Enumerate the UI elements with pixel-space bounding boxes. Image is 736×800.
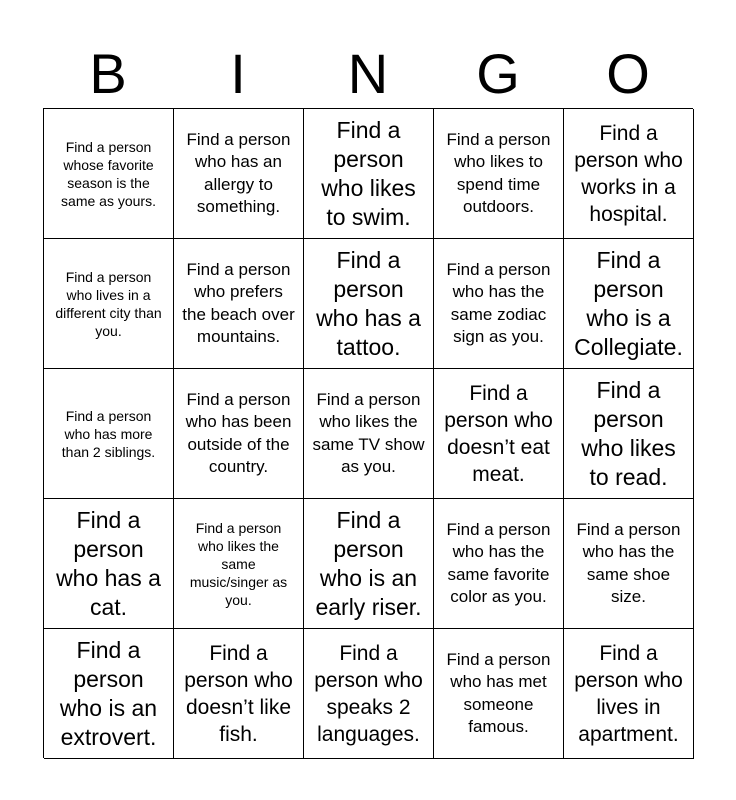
cell-text: Find a person who has the same favorite color as you. <box>446 519 551 606</box>
cell-text: Find a person who has met someone famous. <box>446 649 551 736</box>
bingo-cell-r4-c2[interactable] <box>174 499 304 629</box>
header-letter-g: G <box>476 42 520 105</box>
cell-text: Find a person who likes to read. <box>581 376 676 490</box>
bingo-cell-r2-c3[interactable] <box>304 239 434 369</box>
cell-text: Find a person whose favorite season is the same as yours. <box>61 138 156 209</box>
header-letter-i: I <box>230 42 246 105</box>
bingo-cell-r1-c3[interactable] <box>304 109 434 239</box>
header-letter-o: O <box>606 42 650 105</box>
bingo-cell-r4-c1[interactable] <box>44 499 174 629</box>
cell-text: Find a person who is a Collegiate. <box>574 246 683 360</box>
bingo-cell-r3-c3[interactable] <box>304 369 434 499</box>
bingo-cell-r2-c5[interactable] <box>564 239 694 369</box>
bingo-cell-r4-c3[interactable] <box>304 499 434 629</box>
cell-text: Find a person who likes the same TV show as you. <box>312 389 425 476</box>
bingo-cell-r1-c4[interactable] <box>434 109 564 239</box>
bingo-cell-r5-c1[interactable] <box>44 629 174 759</box>
bingo-cell-r2-c1[interactable] <box>44 239 174 369</box>
bingo-cell-r4-c5[interactable] <box>564 499 694 629</box>
cell-text: Find a person who has an allergy to something. <box>186 129 291 216</box>
header-letter-b: B <box>89 42 127 105</box>
bingo-cell-r4-c4[interactable] <box>434 499 564 629</box>
bingo-board <box>43 108 693 758</box>
bingo-cell-r1-c1[interactable] <box>44 109 174 239</box>
cell-text: Find a person who is an extrovert. <box>59 636 158 750</box>
cell-text: Find a person who has a cat. <box>56 506 161 620</box>
bingo-cell-r5-c5[interactable] <box>564 629 694 759</box>
header-letter-n: N <box>347 42 389 105</box>
cell-text: Find a person who has more than 2 siblings. <box>61 407 156 460</box>
cell-text: Find a person who is an early riser. <box>315 506 422 620</box>
cell-text: Find a person who likes the same music/singer as you. <box>189 519 288 608</box>
bingo-cell-r1-c5[interactable] <box>564 109 694 239</box>
bingo-cell-r2-c4[interactable] <box>434 239 564 369</box>
bingo-cell-r5-c3[interactable] <box>304 629 434 759</box>
bingo-cell-r3-c1[interactable] <box>44 369 174 499</box>
cell-text: Find a person who likes to swim. <box>321 116 416 230</box>
bingo-cell-r3-c5[interactable] <box>564 369 694 499</box>
bingo-cell-r3-c2[interactable] <box>174 369 304 499</box>
cell-text: Find a person who speaks 2 languages. <box>314 641 423 746</box>
cell-text: Find a person who doesn’t like fish. <box>184 641 293 746</box>
cell-text: Find a person who has a tattoo. <box>316 246 421 360</box>
bingo-cell-r2-c2[interactable] <box>174 239 304 369</box>
bingo-cell-r1-c2[interactable] <box>174 109 304 239</box>
cell-text: Find a person who lives in apartment. <box>574 641 683 746</box>
cell-text: Find a person who doesn’t eat meat. <box>444 381 553 486</box>
bingo-cell-r5-c2[interactable] <box>174 629 304 759</box>
cell-text: Find a person who has been outside of the country. <box>185 389 292 476</box>
cell-text: Find a person who prefers the beach over mountains. <box>182 259 295 346</box>
cell-text: Find a person who works in a hospital. <box>574 121 683 226</box>
cell-text: Find a person who lives in a different city than you. <box>55 268 162 339</box>
bingo-cell-r5-c4[interactable] <box>434 629 564 759</box>
cell-text: Find a person who likes to spend time outdoors. <box>446 129 551 216</box>
cell-text: Find a person who has the same shoe size. <box>576 519 681 606</box>
bingo-cell-r3-c4[interactable] <box>434 369 564 499</box>
cell-text: Find a person who has the same zodiac sign as you. <box>446 259 551 346</box>
bingo-header <box>43 40 693 108</box>
